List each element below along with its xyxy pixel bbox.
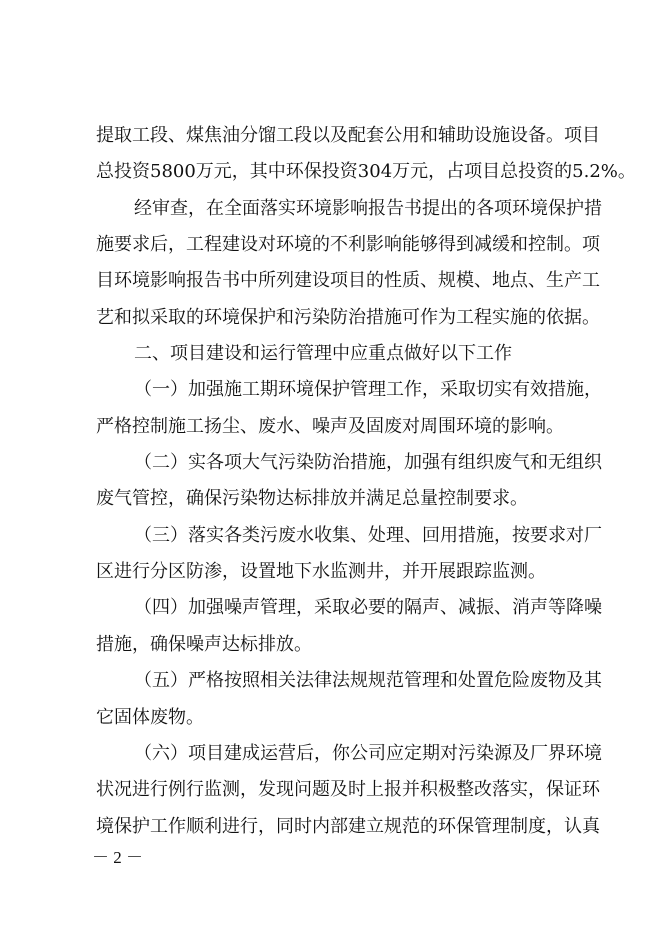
text-line: 境保护工作顺利进行，同时内部建立规范的环保管理制度，认真 xyxy=(96,815,600,837)
text-line: 提取工段、煤焦油分馏工段以及配套公用和辅助设施设备。项目 xyxy=(96,125,600,146)
text-line: （一）加强施工期环境保护管理工作，采取切实有效措施， xyxy=(134,379,602,401)
text-line: 经审查，在全面落实环境影响报告书提出的各项环境保护措 xyxy=(134,197,602,219)
text-line: 废气管控，确保污染物达标排放并满足总量控制要求。 xyxy=(96,488,528,510)
text-line: 措施，确保噪声达标排放。 xyxy=(96,633,312,655)
text-line: 区进行分区防渗，设置地下水监测井，并开展跟踪监测。 xyxy=(96,561,546,583)
text-line: 严格控制施工扬尘、废水、噪声及固废对周围环境的影响。 xyxy=(96,415,564,437)
text-line: （二）实各项大气污染防治措施，加强有组织废气和无组织 xyxy=(134,452,602,474)
document-body xyxy=(96,118,636,845)
text-line: 它固体废物。 xyxy=(96,706,204,728)
page-number: － 2 － xyxy=(92,848,143,867)
text-line: （五）严格按照相关法律法规规范管理和处置危险废物及其 xyxy=(134,670,602,692)
section-heading: 二、项目建设和运行管理中应重点做好以下工作 xyxy=(134,343,512,365)
text-line: （三）落实各类污废水收集、处理、回用措施，按要求对厂 xyxy=(134,524,602,546)
text-line: （六）项目建成运营后，你公司应定期对污染源及厂界环境 xyxy=(134,742,602,764)
text-line: 艺和拟采取的环境保护和污染防治措施可作为工程实施的依据。 xyxy=(96,306,600,328)
text-line: 状况进行例行监测，发现问题及时上报并积极整改落实，保证环 xyxy=(96,779,600,801)
text-line: （四）加强噪声管理，采取必要的隔声、减振、消声等降噪 xyxy=(134,597,602,619)
text-line: 施要求后，工程建设对环境的不利影响能够得到减缓和控制。项 xyxy=(96,234,600,256)
text-line: 总投资5800万元，其中环保投资304万元，占项目总投资的5.2%。 xyxy=(96,161,636,183)
text-line: 目环境影响报告书中所列建设项目的性质、规模、地点、生产工 xyxy=(96,270,600,292)
